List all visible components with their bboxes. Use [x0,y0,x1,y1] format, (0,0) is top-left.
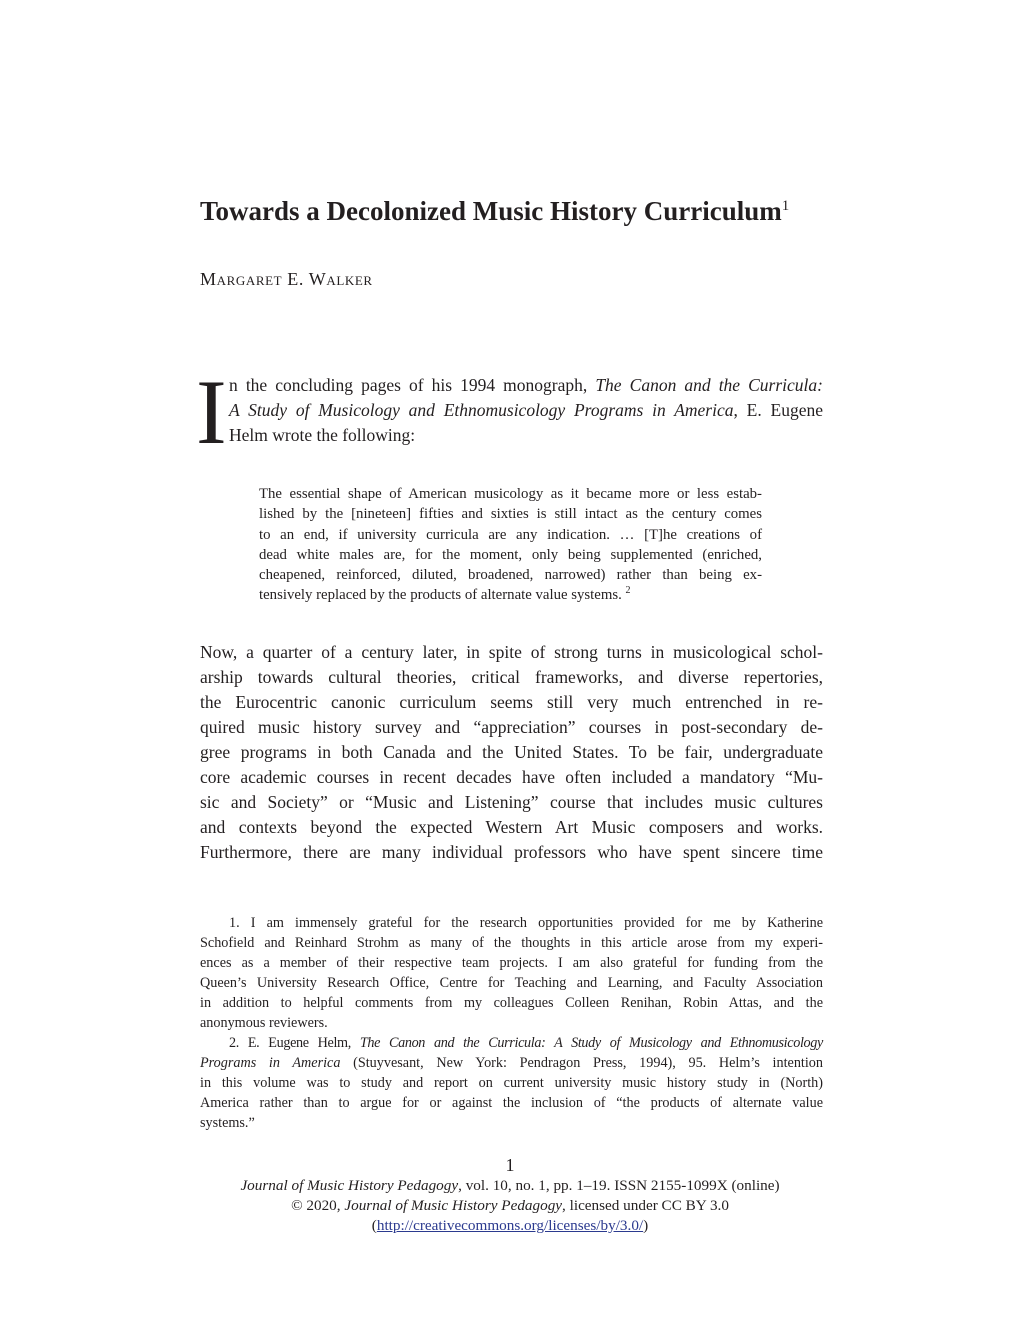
book-title: The Canon and the Curricula: [595,375,823,395]
quote-line-last: tensively replaced by the products of alternate value systems. $^2$ [259,585,631,604]
drop-cap: I [196,361,227,463]
footnote-1-line: 1. I am immensely grateful for the research opportunities provided for me by Katherine [229,915,823,931]
body-line: the Eurocentric canonic curriculum seems still very much entrenched in re- [200,692,823,712]
author-name: Margaret E. Walker [200,269,373,289]
body-line: Furthermore, there are many individual professors who have spent sincere time [200,842,823,862]
footnote-2-line: 2. E. Eugene Helm, The Canon and the Curricula: A Study of Musicology and Ethnomusicology [229,1035,823,1051]
body-line: gree programs in both Canada and the United States. To be fair, undergraduate [200,742,823,762]
footnotes [200,913,823,1133]
footnote-2-line: America rather than to argue for or against the inclusion of “the products of alternate value [200,1095,823,1111]
quote-line: cheapened, reinforced, diluted, broadened, narrowed) rather than being ex- [259,567,762,584]
opening-line-2: A Study of Musicology and Ethnomusicology Programs in America, E. Eugene [229,400,823,420]
body-line: sic and Society” or “Music and Listening” course that includes music cultures [200,792,823,812]
quote-line: lished by the [nineteen] fifties and sixties is still intact as the century comes [259,506,762,523]
body-paragraph [200,640,823,865]
license-line: (http://creativecommons.org/licenses/by/3.0/) [371,1217,649,1234]
quote-line: dead white males are, for the moment, only being supplemented (enriched, [259,546,762,563]
footnote-1-line: Queen’s University Research Office, Centre for Teaching and Learning, and Faculty Association [200,975,823,991]
footnote-2-line: systems.” [200,1115,255,1131]
opening-line-1: n the concluding pages of his 1994 monograph, The Canon and the Curricula: [229,375,823,395]
copyright-line: © 2020, Journal of Music History Pedagogy, licensed under CC BY 3.0 [291,1197,729,1214]
body-line: quired music history survey and “appreciation” courses in post-secondary de- [200,717,823,737]
footnote-1-line: ences as a member of their respective team projects. I am also grateful for funding from the [200,955,823,971]
body-line: Now, a quarter of a century later, in spite of strong turns in musicological schol- [200,642,823,662]
footnote-ref-1[interactable]: 1 [781,198,790,214]
page-footer [0,1154,1020,1236]
article-title-text: Towards a Decolonized Music History Curriculum [200,196,782,226]
journal-citation: Journal of Music History Pedagogy, vol. 10, no. 1, pp. 1–19. ISSN 2155-1099X (online) [240,1177,780,1194]
opening-line-3: Helm wrote the following: [229,425,416,445]
license-link[interactable]: http://creativecommons.org/licenses/by/3.0/ [376,1217,644,1234]
body-line: core academic courses in recent decades have often included a mandatory “Mu- [200,767,823,787]
footnote-ref-2[interactable]: 2 [625,585,631,597]
footnote-1-line: Schofield and Reinhard Strohm as many of the thoughts in this article arose from my experi- [200,935,823,951]
journal-name: Journal of Music History Pedagogy [344,1197,563,1214]
body-line: arship towards cultural theories, critical frameworks, and diverse repertories, [200,667,823,687]
body-line: and contexts beyond the expected Western Art Music composers and works. [200,817,823,837]
article-title [200,196,840,227]
journal-name: Journal of Music History Pedagogy [240,1177,459,1194]
footnote-1-line: anonymous reviewers. [200,1015,328,1031]
footnote-2-line: in this volume was to study and report on current university music history study in (North) [200,1075,823,1091]
footnote-1-line: in addition to helpful comments from my colleagues Colleen Renihan, Robin Attas, and the [200,995,823,1011]
quote-line: The essential shape of American musicology as it became more or less estab- [259,486,762,502]
block-quote [259,484,762,606]
quote-line: to an end, if university curricula are any indication. … [T]he creations of [259,526,762,543]
book-subtitle: A Study of Musicology and Ethnomusicology Programs in America [229,400,734,420]
footnote-2-line: Programs in America (Stuyvesant, New York: Pendragon Press, 1994), 95. Helm’s intention [200,1055,823,1071]
page-number: 1 [505,1155,515,1175]
